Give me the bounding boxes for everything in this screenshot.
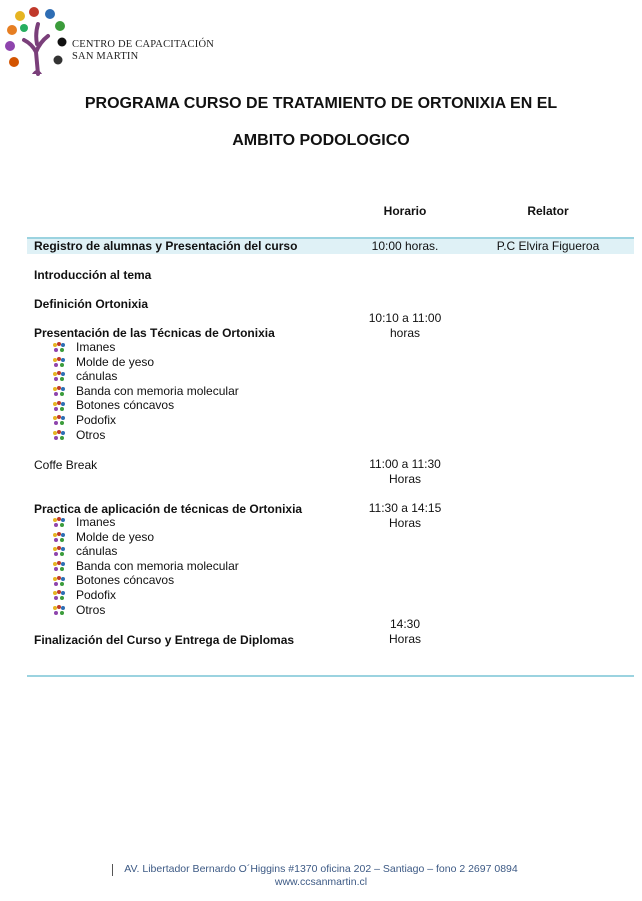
list-item-label: Imanes [76,340,116,354]
org-name-line1: CENTRO DE CAPACITACIÓN [72,39,215,50]
presentacion-technique-list [52,340,239,442]
list-item-label: Podofix [76,587,117,602]
footer-website: www.ccsanmartin.cl [274,876,368,888]
list-item-label: Botones cóncavos [76,398,175,413]
list-item [52,603,239,618]
list-item [52,398,239,413]
list-item-label: Molde de yeso [76,529,155,544]
list-item-label: Imanes [76,515,116,529]
org-name-line2: SAN MARTIN [72,51,139,62]
time-practica-range: 11:30 a 14:15 [368,501,442,515]
list-item-label: cánulas [76,369,118,384]
list-item [52,530,239,545]
time-finalizacion [340,617,470,647]
bullet-hands-icon [52,532,66,542]
practica-technique-list [52,515,239,617]
bullet-hands-icon [52,576,66,586]
bullet-hands-icon [52,546,66,556]
time-registro: 10:00 horas. [371,239,439,253]
bullet-hands-icon [52,386,66,396]
time-coffee-unit: Horas [388,472,421,486]
activity-coffee-break: Coffe Break [34,458,98,472]
bullet-hands-icon [52,430,66,440]
page-title-line2: AMBITO PODOLOGICO [232,132,410,149]
activity-practica: Practica de aplicación de técnicas de Ortonixia [34,502,303,516]
page-title-line1: PROGRAMA CURSO DE TRATAMIENTO DE ORTONIXIA EN EL [84,95,558,112]
list-item-label: Molde de yeso [76,354,155,369]
time-presentacion-unit: horas [389,326,421,340]
time-practica [340,501,470,531]
time-practica-unit: Horas [388,516,421,530]
table-bottom-rule [27,675,634,677]
time-finalizacion-unit: Horas [388,632,421,646]
org-name [72,39,214,63]
bullet-hands-icon [52,561,66,571]
list-item-label: Otros [76,427,106,442]
bullet-hands-icon [52,605,66,615]
relator-registro: P.C Elvira Figueroa [496,239,600,253]
time-coffee-break [340,457,470,487]
list-item [52,573,239,588]
bullet-hands-icon [52,371,66,381]
time-finalizacion-time: 14:30 [389,617,421,631]
list-item [52,355,239,370]
list-item [52,413,239,428]
list-item [52,369,239,384]
bullet-hands-icon [52,517,66,527]
activity-finalizacion: Finalización del Curso y Entrega de Diplomas [34,633,295,647]
column-header-relator: Relator [527,204,569,218]
bullet-hands-icon [52,415,66,425]
activity-definicion: Definición Ortonixia [34,297,149,311]
bullet-hands-icon [52,342,66,352]
bullet-hands-icon [52,357,66,367]
footer-address: AV. Libertador Bernardo O´Higgins #1370 oficina 202 – Santiago – fono 2 2697 0894 [124,863,518,875]
time-coffee-range: 11:00 a 11:30 [369,457,441,471]
list-item [52,428,239,443]
list-item-label: Banda con memoria molecular [76,558,239,573]
list-item-label: Otros [76,602,106,617]
list-item-label: cánulas [76,544,118,559]
list-item [52,384,239,399]
list-item-label: Botones cóncavos [76,573,175,588]
activity-presentacion: Presentación de las Técnicas de Ortonixia [34,326,275,340]
logo-tree-hands [2,4,74,76]
list-item [52,340,239,355]
column-header-horario: Horario [383,204,427,218]
time-presentacion-range: 10:10 a 11:00 [368,311,442,325]
bullet-hands-icon [52,590,66,600]
list-item [52,544,239,559]
bullet-hands-icon [52,401,66,411]
list-item [52,515,239,530]
activity-introduccion: Introducción al tema [34,268,152,282]
time-presentacion [340,311,470,341]
list-item [52,588,239,603]
list-item-label: Podofix [76,412,117,427]
list-item [52,559,239,574]
activity-registro: Registro de alumnas y Presentación del curso [34,239,298,253]
list-item-label: Banda con memoria molecular [76,383,239,398]
